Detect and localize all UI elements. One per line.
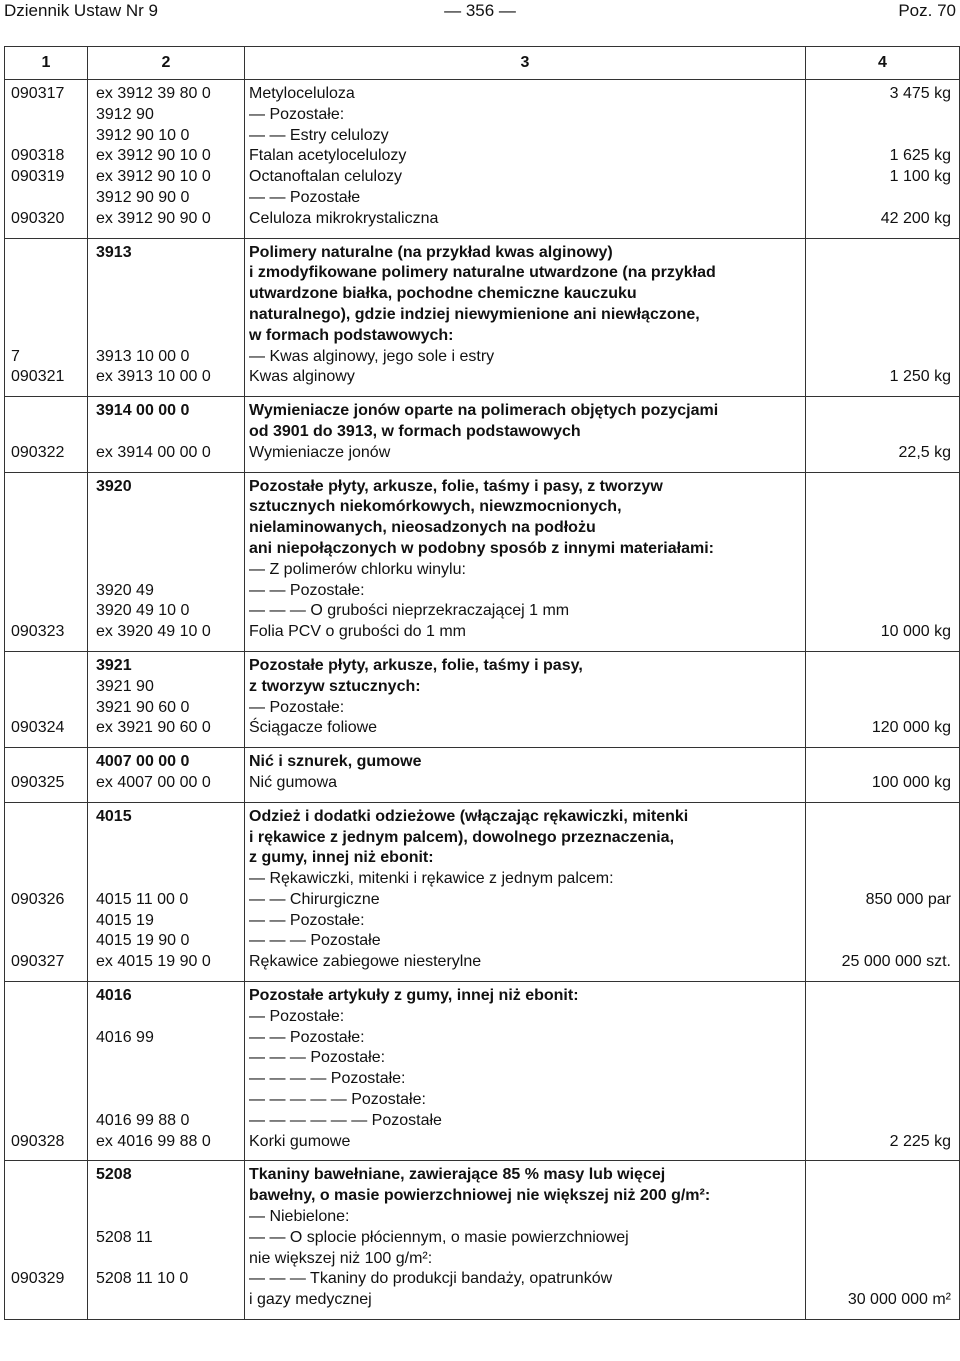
quota-number-line [11, 1069, 83, 1090]
journal-title: Dziennik Ustaw Nr 9 [4, 1, 158, 20]
cn-code-line: 4015 19 [96, 911, 154, 929]
cn-code-line: ex 3913 10 00 0 [96, 368, 211, 386]
description-line: w formach podstawowych: [249, 326, 454, 344]
quota-number-line [11, 1048, 83, 1069]
quota-number-line: 090328 [11, 1132, 65, 1150]
quantity-line [812, 497, 951, 518]
description-line: naturalnego), gdzie indziej niewymienione ani niewłączone, [249, 305, 700, 323]
description-line: — Pozostałe: [249, 698, 345, 716]
cn-code-line: 4015 19 90 0 [96, 932, 190, 950]
quota-number-line [11, 305, 83, 326]
quota-number-line [11, 656, 83, 677]
cn-code-line: 3913 10 00 0 [96, 347, 190, 365]
description-line: Celuloza mikrokrystaliczna [249, 209, 439, 227]
description-line: — — Pozostałe: [249, 911, 365, 929]
quota-number-line [11, 677, 83, 698]
quota-number-line [11, 477, 83, 498]
description-line: Odzież i dodatki odzieżowe (włączając rękawiczki, mitenki [249, 807, 689, 825]
cn-code-line [96, 422, 240, 443]
quota-number-line: 090325 [11, 773, 65, 791]
cn-code-line: ex 3912 90 10 0 [96, 168, 211, 186]
cn-code-line: 4016 99 88 0 [96, 1111, 190, 1129]
quantity-line [812, 1249, 951, 1270]
description-cell [245, 982, 806, 1161]
description-line: Korki gumowe [249, 1132, 351, 1150]
cn-code-cell [88, 1161, 245, 1320]
cn-code-line: ex 3912 39 80 0 [96, 85, 211, 102]
quantity-line [812, 326, 951, 347]
quantity-line [812, 539, 951, 560]
quota-number-line [11, 1111, 83, 1132]
table-row [5, 1161, 960, 1320]
description-line: — — — — — Pozostałe: [249, 1091, 426, 1109]
cn-code-line: ex 3921 90 60 0 [96, 719, 211, 737]
cn-code-line [96, 1207, 240, 1228]
description-line: — — Pozostałe [249, 188, 361, 206]
quantity-line [812, 1028, 951, 1049]
cn-code-cell [88, 472, 245, 651]
quota-number-line [11, 581, 83, 602]
quota-number-line [11, 105, 83, 126]
quantity-line [812, 518, 951, 539]
cn-code-line [96, 1290, 240, 1311]
quota-number-line: 090322 [11, 443, 65, 461]
cn-code-line: 5208 11 10 0 [96, 1270, 189, 1288]
cn-code-line [96, 1007, 240, 1028]
quota-number-cell [5, 397, 88, 472]
cn-code-line [96, 263, 240, 284]
quota-number-cell [5, 80, 88, 239]
quantity-line [812, 347, 951, 368]
quantity-line [812, 656, 951, 677]
quantity-line [812, 677, 951, 698]
cn-code-line: 3912 90 90 0 [96, 188, 190, 206]
quota-number-line [11, 539, 83, 560]
cn-code-line: 3920 49 [96, 581, 154, 599]
quantity-line [812, 752, 951, 773]
cn-code-cell [88, 397, 245, 472]
quantity-line [812, 1228, 951, 1249]
quota-number-cell [5, 238, 88, 397]
quota-number-line: 090323 [11, 623, 65, 641]
description-line: i gazy medycznej [249, 1291, 372, 1309]
description-line: — — Chirurgiczne [249, 890, 380, 908]
description-cell [245, 802, 806, 981]
quota-number-line: 090320 [11, 209, 65, 227]
quantity-line [812, 601, 951, 622]
quantity-line [812, 828, 951, 849]
column-header-1: 1 [5, 47, 88, 80]
cn-code-line: 3920 49 10 0 [96, 602, 190, 620]
description-cell [245, 748, 806, 803]
quota-number-line: 090318 [11, 147, 65, 165]
quota-number-line [11, 1228, 83, 1249]
description-line: — — — Pozostałe: [249, 1049, 386, 1067]
description-cell [245, 472, 806, 651]
quantity-cell [806, 651, 960, 747]
description-line: — Kwas alginowy, jego sole i estry [249, 347, 495, 365]
quota-number-line [11, 869, 83, 890]
quota-number-cell [5, 748, 88, 803]
description-line: bawełny, o masie powierzchniowej nie większej niż 200 g/m²: [249, 1187, 711, 1205]
quota-number-line [11, 1090, 83, 1111]
quantity-line [812, 1269, 951, 1290]
description-line: Octanoftalan celulozy [249, 168, 402, 186]
description-line: Kwas alginowy [249, 368, 355, 386]
quota-number-cell [5, 802, 88, 981]
quantity-line [812, 1111, 951, 1132]
cn-code-cell [88, 238, 245, 397]
cn-code-line [96, 305, 240, 326]
table-row [5, 802, 960, 981]
column-header-4: 4 [806, 47, 960, 80]
cn-code-cell [88, 802, 245, 981]
description-line: nielaminowanych, nieosadzonych na podłożu [249, 519, 596, 537]
quota-number-line [11, 807, 83, 828]
cn-code-line [96, 1069, 240, 1090]
description-line: Pozostałe płyty, arkusze, folie, taśmy i pasy, [249, 656, 583, 674]
quantity-line [812, 1069, 951, 1090]
quota-number-line [11, 1028, 83, 1049]
description-line: Pozostałe artykuły z gumy, innej niż ebonit: [249, 987, 579, 1005]
table-row [5, 238, 960, 397]
quantity-cell [806, 802, 960, 981]
cn-code-line [96, 497, 240, 518]
quantity-line [812, 911, 951, 932]
description-line: — — Estry celulozy [249, 126, 389, 144]
quota-number-line [11, 752, 83, 773]
quota-number-line: 090327 [11, 953, 65, 971]
quantity-line [812, 986, 951, 1007]
description-line: Wymieniacze jonów [249, 443, 391, 461]
description-line: — — — — Pozostałe: [249, 1070, 406, 1088]
quota-number-line [11, 188, 83, 209]
cn-code-line: 5208 [96, 1166, 132, 1184]
quantity-line: 120 000 kg [871, 719, 951, 737]
table-row [5, 651, 960, 747]
cn-code-line: ex 3920 49 10 0 [96, 623, 211, 641]
cn-code-line [96, 869, 240, 890]
cn-code-line: 5208 11 [96, 1228, 153, 1246]
quantity-line [812, 188, 951, 209]
description-line: Nić gumowa [249, 773, 338, 791]
quantity-cell [806, 748, 960, 803]
quota-number-line: 7 [11, 347, 20, 365]
quantity-cell [806, 397, 960, 472]
cn-code-line: 4015 11 00 0 [96, 890, 189, 908]
quantity-line: 100 000 kg [871, 773, 951, 791]
description-line: Metyloceluloza [249, 85, 355, 102]
quantity-cell [806, 1161, 960, 1320]
quota-number-line [11, 560, 83, 581]
description-line: Ściągacze foliowe [249, 719, 378, 737]
cn-code-line [96, 1090, 240, 1111]
quantity-line: 1 100 kg [889, 168, 951, 186]
quantity-line [812, 1207, 951, 1228]
quantity-line [812, 931, 951, 952]
quota-number-line: 090317 [11, 85, 65, 102]
tariff-quota-table [4, 46, 960, 1320]
description-line: utwardzone białka, pochodne chemiczne kauczuku [249, 285, 637, 303]
quantity-line [812, 401, 951, 422]
description-line: — Pozostałe: [249, 105, 345, 123]
column-header-2: 2 [88, 47, 245, 80]
cn-code-line: 3912 90 10 0 [96, 126, 190, 144]
quantity-line [812, 581, 951, 602]
page-header [0, 0, 960, 24]
quota-number-line: 090326 [11, 890, 65, 908]
quantity-line [812, 263, 951, 284]
quota-number-line [11, 931, 83, 952]
quota-number-cell [5, 982, 88, 1161]
quota-number-line [11, 1249, 83, 1270]
description-line: — — Pozostałe: [249, 1028, 365, 1046]
quantity-line [812, 305, 951, 326]
item-position: Poz. 70 [898, 1, 956, 20]
cn-code-line [96, 828, 240, 849]
quota-number-line [11, 284, 83, 305]
description-cell [245, 1161, 806, 1320]
quantity-cell [806, 80, 960, 239]
cn-code-line: ex 3914 00 00 0 [96, 443, 211, 461]
description-line: Tkaniny bawełniane, zawierające 85 % masy lub więcej [249, 1166, 666, 1184]
description-line: z tworzyw sztucznych: [249, 677, 421, 695]
cn-code-cell [88, 982, 245, 1161]
cn-code-line: ex 3912 90 10 0 [96, 147, 211, 165]
description-line: — — — Tkaniny do produkcji bandaży, opatrunków [249, 1270, 613, 1288]
description-line: Nić i sznurek, gumowe [249, 753, 422, 771]
cn-code-line: 4007 00 00 0 [96, 753, 190, 771]
quota-number-line [11, 1207, 83, 1228]
cn-code-line: ex 4016 99 88 0 [96, 1132, 211, 1150]
table-row [5, 748, 960, 803]
quota-number-line [11, 126, 83, 147]
quota-number-line [11, 848, 83, 869]
quantity-cell [806, 982, 960, 1161]
description-line: Ftalan acetylocelulozy [249, 147, 407, 165]
quota-number-line [11, 243, 83, 264]
quantity-line: 30 000 000 m² [847, 1291, 951, 1309]
description-line: — Niebielone: [249, 1208, 350, 1226]
quantity-line [812, 243, 951, 264]
cn-code-cell [88, 748, 245, 803]
quantity-line [812, 1048, 951, 1069]
quota-number-line [11, 1165, 83, 1186]
quota-number-line: 090321 [11, 368, 65, 386]
quota-number-cell [5, 651, 88, 747]
cn-code-line [96, 1186, 240, 1207]
description-line: — — O splocie płóciennym, o masie powierzchniowej [249, 1228, 629, 1246]
description-cell [245, 651, 806, 747]
description-line: — Z polimerów chlorku winylu: [249, 560, 466, 578]
quota-number-cell [5, 1161, 88, 1320]
cn-code-line [96, 326, 240, 347]
table-row [5, 982, 960, 1161]
quota-number-cell [5, 472, 88, 651]
quota-number-line [11, 263, 83, 284]
quota-number-line [11, 1290, 83, 1311]
cn-code-line: 3921 [96, 656, 132, 674]
quantity-line [812, 105, 951, 126]
quota-number-line: 090319 [11, 168, 65, 186]
description-cell [245, 238, 806, 397]
quantity-line: 1 625 kg [889, 147, 951, 165]
cn-code-line: 3912 90 [96, 105, 154, 123]
cn-code-line [96, 284, 240, 305]
quota-number-line [11, 518, 83, 539]
quota-number-line [11, 828, 83, 849]
page-number: — 356 — [444, 1, 516, 20]
cn-code-line: 4016 99 [96, 1028, 154, 1046]
quota-number-line [11, 326, 83, 347]
column-header-3: 3 [245, 47, 806, 80]
quantity-line [812, 560, 951, 581]
description-line: — — — — — — Pozostałe [249, 1111, 442, 1129]
quota-number-line [11, 1186, 83, 1207]
table-header-row [5, 47, 960, 80]
description-line: Folia PCV o grubości do 1 mm [249, 623, 466, 641]
cn-code-line: 4015 [96, 807, 132, 825]
quota-number-line [11, 401, 83, 422]
quantity-cell [806, 472, 960, 651]
cn-code-line [96, 1249, 240, 1270]
description-line: Polimery naturalne (na przykład kwas alginowy) [249, 243, 613, 261]
description-line: i zmodyfikowane polimery naturalne utwardzone (na przykład [249, 264, 716, 282]
cn-code-line: 4016 [96, 987, 132, 1005]
quantity-line: 42 200 kg [880, 209, 951, 227]
cn-code-line [96, 1048, 240, 1069]
table-row [5, 397, 960, 472]
table-row [5, 472, 960, 651]
table-row [5, 80, 960, 239]
quantity-line: 2 225 kg [889, 1132, 951, 1150]
quantity-line: 1 250 kg [889, 368, 951, 386]
description-line: Rękawice zabiegowe niesterylne [249, 953, 482, 971]
quota-number-line [11, 601, 83, 622]
description-line: — Rękawiczki, mitenki i rękawice z jednym palcem: [249, 870, 614, 888]
quantity-line [812, 477, 951, 498]
description-line: sztucznych niekomórkowych, niewzmocnionych, [249, 498, 622, 516]
quantity-line: 850 000 par [865, 890, 951, 908]
quantity-line [812, 422, 951, 443]
cn-code-line: 3914 00 00 0 [96, 402, 190, 420]
description-line: i rękawice z jednym palcem), dowolnego przeznaczenia, [249, 828, 675, 846]
quantity-line: 25 000 000 szt. [841, 953, 951, 971]
description-line: — Pozostałe: [249, 1007, 345, 1025]
quota-number-line [11, 698, 83, 719]
quantity-line: 10 000 kg [880, 623, 951, 641]
cn-code-line: ex 4007 00 00 0 [96, 773, 211, 791]
quantity-cell [806, 238, 960, 397]
description-line: Pozostałe płyty, arkusze, folie, taśmy i pasy, z tworzyw [249, 477, 663, 495]
quota-number-line: 090329 [11, 1270, 65, 1288]
quantity-line: 3 475 kg [889, 85, 951, 102]
cn-code-line: 3913 [96, 243, 132, 261]
quantity-line [812, 1186, 951, 1207]
cn-code-line [96, 539, 240, 560]
quantity-line [812, 1165, 951, 1186]
description-line: — — — Pozostałe [249, 932, 381, 950]
cn-code-cell [88, 80, 245, 239]
description-line: nie większej niż 100 g/m²: [249, 1249, 433, 1267]
description-line: ani niepołączonych w podobny sposób z innymi materiałami: [249, 539, 714, 557]
cn-code-line [96, 518, 240, 539]
quantity-line [812, 1090, 951, 1111]
cn-code-line: ex 3912 90 90 0 [96, 209, 211, 227]
quantity-line [812, 698, 951, 719]
quota-number-line: 090324 [11, 719, 65, 737]
cn-code-line: ex 4015 19 90 0 [96, 953, 211, 971]
quantity-line [812, 284, 951, 305]
quantity-line [812, 807, 951, 828]
quota-number-line [11, 422, 83, 443]
cn-code-line: 3921 90 [96, 677, 154, 695]
quota-number-line [11, 1007, 83, 1028]
cn-code-line [96, 560, 240, 581]
quantity-line [812, 1007, 951, 1028]
table-body [5, 80, 960, 1320]
cn-code-line: 3920 [96, 477, 132, 495]
description-line: Wymieniacze jonów oparte na polimerach objętych pozycjami [249, 402, 719, 420]
quantity-line [812, 869, 951, 890]
quantity-line [812, 126, 951, 147]
description-cell [245, 397, 806, 472]
description-line: — — Pozostałe: [249, 581, 365, 599]
description-line: od 3901 do 3913, w formach podstawowych [249, 422, 581, 440]
quota-number-line [11, 497, 83, 518]
quantity-line [812, 848, 951, 869]
quantity-line: 22,5 kg [898, 443, 951, 461]
cn-code-cell [88, 651, 245, 747]
quota-number-line [11, 911, 83, 932]
description-line: — — — O grubości nieprzekraczającej 1 mm [249, 602, 570, 620]
description-line: z gumy, innej niż ebonit: [249, 849, 434, 867]
description-cell [245, 80, 806, 239]
cn-code-line [96, 848, 240, 869]
quota-number-line [11, 986, 83, 1007]
cn-code-line: 3921 90 60 0 [96, 698, 190, 716]
